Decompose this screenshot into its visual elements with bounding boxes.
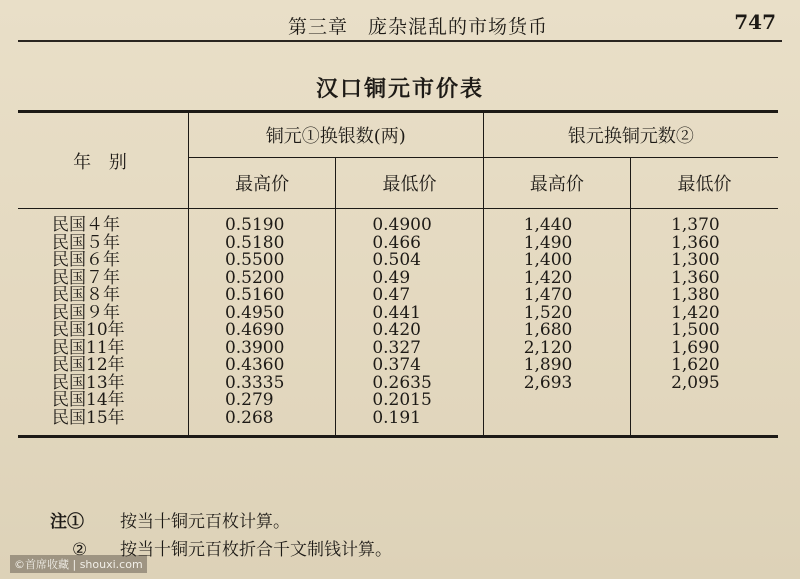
copper-low-cell: 0.191 bbox=[336, 410, 483, 437]
watermark: ©首席收藏 | shouxi.com bbox=[10, 555, 147, 573]
silver-low-cell bbox=[631, 410, 778, 437]
silver-high-cell bbox=[483, 392, 630, 410]
year-cell: 民国７年 bbox=[52, 267, 120, 288]
silver-low-cell: 1,370 bbox=[631, 209, 778, 235]
table-row bbox=[18, 252, 778, 270]
footnote-1 bbox=[50, 508, 392, 536]
copper-low-cell: 0.466 bbox=[336, 235, 483, 253]
footnote-2-label: ② bbox=[72, 540, 88, 560]
year-cell: 民国13年 bbox=[52, 372, 125, 393]
year-cell: 民国14年 bbox=[52, 390, 125, 410]
copper-high-cell: 0.5500 bbox=[188, 252, 335, 270]
price-table bbox=[18, 110, 778, 438]
silver-high-cell bbox=[483, 410, 630, 437]
subheader-low-2: 最低价 bbox=[631, 158, 778, 209]
silver-low-cell bbox=[631, 392, 778, 410]
silver-high-cell: 1,490 bbox=[483, 235, 630, 253]
copper-low-cell: 0.374 bbox=[336, 357, 483, 375]
copper-low-cell: 0.2015 bbox=[336, 392, 483, 410]
year-cell: 民国９年 bbox=[52, 302, 120, 323]
year-column-header: 年 别 bbox=[73, 151, 133, 173]
copper-low-cell: 0.2635 bbox=[336, 375, 483, 393]
running-header bbox=[18, 4, 782, 42]
year-cell: 民国８年 bbox=[52, 285, 120, 305]
copper-low-cell: 0.327 bbox=[336, 340, 483, 358]
copper-low-cell: 0.504 bbox=[336, 252, 483, 270]
silver-high-cell: 1,400 bbox=[483, 252, 630, 270]
subheader-high-2: 最高价 bbox=[483, 158, 630, 209]
copper-low-cell: 0.441 bbox=[336, 305, 483, 323]
footnote-2-text: 按当十铜元百枚折合千文制钱计算。 bbox=[120, 540, 392, 560]
year-cell: 民国12年 bbox=[52, 355, 125, 375]
price-table-container bbox=[18, 110, 778, 438]
table-row bbox=[18, 287, 778, 305]
year-cell: 民国４年 bbox=[52, 215, 120, 235]
silver-high-cell: 2,693 bbox=[483, 375, 630, 393]
silver-low-cell: 1,360 bbox=[631, 235, 778, 253]
copper-low-cell: 0.4900 bbox=[336, 209, 483, 235]
silver-to-copper-header: 银元换铜元数② bbox=[483, 112, 778, 158]
copper-high-cell: 0.5200 bbox=[188, 270, 335, 288]
copper-high-cell: 0.4360 bbox=[188, 357, 335, 375]
copper-high-cell: 0.5190 bbox=[188, 209, 335, 235]
silver-low-cell: 1,620 bbox=[631, 357, 778, 375]
silver-high-cell: 1,440 bbox=[483, 209, 630, 235]
silver-low-cell: 1,380 bbox=[631, 287, 778, 305]
silver-high-cell: 1,520 bbox=[483, 305, 630, 323]
silver-low-cell: 1,500 bbox=[631, 322, 778, 340]
table-row bbox=[18, 322, 778, 340]
silver-high-cell: 2,120 bbox=[483, 340, 630, 358]
silver-high-cell: 1,420 bbox=[483, 270, 630, 288]
footnote-1-text: 按当十铜元百枚计算。 bbox=[120, 512, 290, 532]
silver-low-cell: 1,690 bbox=[631, 340, 778, 358]
silver-high-cell: 1,470 bbox=[483, 287, 630, 305]
copper-high-cell: 0.4690 bbox=[188, 322, 335, 340]
table-row bbox=[18, 357, 778, 375]
copper-low-cell: 0.47 bbox=[336, 287, 483, 305]
copper-high-cell: 0.3900 bbox=[188, 340, 335, 358]
copper-high-cell: 0.5160 bbox=[188, 287, 335, 305]
silver-low-cell: 1,300 bbox=[631, 252, 778, 270]
copper-high-cell: 0.4950 bbox=[188, 305, 335, 323]
page-number: 747 bbox=[734, 10, 776, 34]
year-cell: 民国６年 bbox=[52, 250, 120, 270]
table-row bbox=[18, 410, 778, 437]
copper-high-cell: 0.279 bbox=[188, 392, 335, 410]
subheader-high-1: 最高价 bbox=[188, 158, 335, 209]
subheader-low-1: 最低价 bbox=[336, 158, 483, 209]
silver-high-cell: 1,680 bbox=[483, 322, 630, 340]
year-cell: 民国５年 bbox=[52, 232, 120, 253]
table-row bbox=[18, 392, 778, 410]
year-cell: 民国10年 bbox=[52, 320, 125, 340]
copper-high-cell: 0.3335 bbox=[188, 375, 335, 393]
year-cell: 民国15年 bbox=[52, 407, 125, 428]
copper-low-cell: 0.420 bbox=[336, 322, 483, 340]
silver-low-cell: 1,420 bbox=[631, 305, 778, 323]
copper-low-cell: 0.49 bbox=[336, 270, 483, 288]
table-title: 汉口铜元市价表 bbox=[315, 76, 484, 102]
silver-low-cell: 2,095 bbox=[631, 375, 778, 393]
chapter-title: 第三章 庞杂混乱的市场货币 bbox=[288, 16, 549, 38]
year-cell: 民国11年 bbox=[52, 337, 125, 358]
copper-high-cell: 0.5180 bbox=[188, 235, 335, 253]
copper-high-cell: 0.268 bbox=[188, 410, 335, 437]
copper-to-silver-header: 铜元①换银数(两) bbox=[188, 112, 483, 158]
footnote-1-label: 注① bbox=[50, 512, 84, 532]
table-row bbox=[18, 209, 778, 235]
table-body bbox=[18, 209, 778, 437]
silver-low-cell: 1,360 bbox=[631, 270, 778, 288]
silver-high-cell: 1,890 bbox=[483, 357, 630, 375]
